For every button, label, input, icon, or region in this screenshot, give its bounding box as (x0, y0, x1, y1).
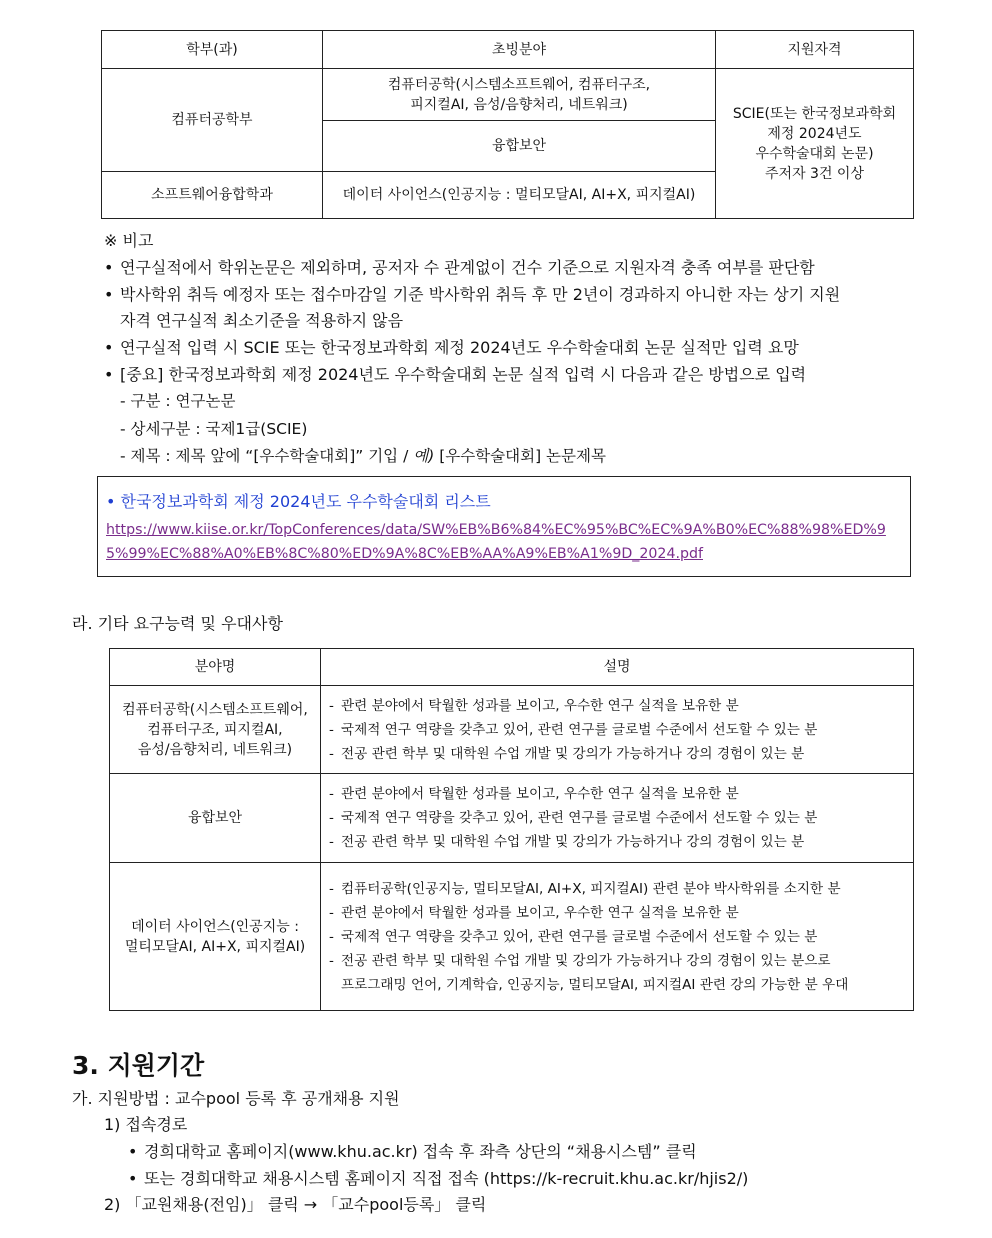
list-item: - 전공 관련 학부 및 대학원 수업 개발 및 강의가 가능하거나 강의 경험이 있는 분으로 (329, 952, 831, 969)
row-description (321, 863, 914, 1011)
qualification-table (101, 30, 914, 219)
conference-list-link[interactable]: https://www.kiise.or.kr/TopConferences/data/SW%EB%B6%84%EC%95%BC%EC%9A%B0%EC%88%98%ED%95%99%EC%88%A0%EB%8C%80%ED%9A%8C%EB%AA%A9%EB%A1%9D_2024.pdf (106, 522, 886, 562)
list-item: - 국제적 연구 역량을 갖추고 있어, 관련 연구를 글로벌 수준에서 선도할 수 있는 분 (329, 928, 818, 945)
step-2: 2) 「교원채용(전임)」 클릭 → 「교수pool등록」 클릭 (104, 1195, 487, 1214)
list-item: - 관련 분야에서 탁월한 성과를 보이고, 우수한 연구 실적을 보유한 분 (329, 786, 739, 802)
list-item: - 관련 분야에서 탁월한 성과를 보이고, 우수한 연구 실적을 보유한 분 (329, 904, 739, 921)
field-computer-engineering: 컴퓨터공학(시스템소프트웨어, 컴퓨터구조, 피지컬AI, 음성/음향처리, 네트워크) (323, 69, 716, 121)
note-item: • [중요] 한국정보과학회 제정 2024년도 우수학술대회 논문 실적 입력 시 다음과 같은 방법으로 입력 (104, 365, 807, 384)
section-3-heading: 3. 지원기간 (72, 1051, 205, 1080)
row-description (321, 686, 914, 774)
conference-list-box (97, 476, 911, 577)
application-method: 가. 지원방법 : 교수pool 등록 후 공개채용 지원 (72, 1089, 400, 1108)
row-description (321, 774, 914, 863)
list-item: - 컴퓨터공학(인공지능, 멀티모달AI, AI+X, 피지컬AI) 관련 분야 박사학위를 소지한 분 (329, 880, 841, 897)
note-sub-item: - 상세구분 : 국제1급(SCIE) (120, 420, 308, 438)
header-field: 초빙분야 (323, 31, 716, 69)
list-item: - 전공 관련 학부 및 대학원 수업 개발 및 강의가 가능하거나 강의 경험이 있는 분 (329, 834, 805, 850)
header-field-name: 분야명 (110, 649, 321, 686)
header-description: 설명 (321, 649, 914, 686)
header-department: 학부(과) (102, 31, 323, 69)
note-item: • 박사학위 취득 예정자 또는 접수마감일 기준 박사학위 취득 후 만 2년이 경과하지 아니한 자는 상기 지원 (104, 285, 841, 304)
list-item: 프로그래밍 언어, 기계학습, 인공지능, 멀티모달AI, 피지컬AI 관련 강의 가능한 분 우대 (341, 976, 849, 993)
list-item: - 국제적 연구 역량을 갖추고 있어, 관련 연구를 글로벌 수준에서 선도할 수 있는 분 (329, 810, 818, 826)
access-path-item: • 또는 경희대학교 채용시스템 홈페이지 직접 접속 (https://k-recruit.khu.ac.kr/hjis2/) (128, 1169, 749, 1188)
field-convergence-security: 융합보안 (323, 121, 716, 172)
notes-title: ※ 비고 (104, 231, 154, 250)
qualification-cell: SCIE(또는 한국정보과학회 제정 2024년도 우수학술대회 논문) 주저자 3건 이상 (716, 69, 914, 219)
field-data-science: 데이터 사이언스(인공지능 : 멀티모달AI, AI+X, 피지컬AI) (323, 172, 716, 219)
list-item: - 국제적 연구 역량을 갖추고 있어, 관련 연구를 글로벌 수준에서 선도할 수 있는 분 (329, 721, 818, 738)
list-item: - 전공 관련 학부 및 대학원 수업 개발 및 강의가 가능하거나 강의 경험이 있는 분 (329, 745, 805, 762)
list-item: - 관련 분야에서 탁월한 성과를 보이고, 우수한 연구 실적을 보유한 분 (329, 697, 739, 714)
access-path-item: • 경희대학교 홈페이지(www.khu.ac.kr) 접속 후 좌측 상단의 “채용시스템” 클릭 (128, 1142, 697, 1161)
section-ra-heading: 라. 기타 요구능력 및 우대사항 (72, 614, 283, 633)
row-name-data-science: 데이터 사이언스(인공지능 : 멀티모달AI, AI+X, 피지컬AI) (110, 863, 321, 1011)
note-item-continued: 자격 연구실적 최소기준을 적용하지 않음 (120, 311, 404, 330)
note-item: • 연구실적 입력 시 SCIE 또는 한국정보과학회 제정 2024년도 우수학술대회 논문 실적만 입력 요망 (104, 338, 799, 357)
note-item: • 연구실적에서 학위논문은 제외하며, 공저자 수 관계없이 건수 기준으로 지원자격 충족 여부를 판단함 (104, 258, 815, 277)
requirements-table (109, 648, 914, 1011)
row-name-convergence-security: 융합보안 (110, 774, 321, 863)
note-sub-item: - 제목 : 제목 앞에 “[우수학술대회]” 기입 / 예) [우수학술대회] 논문제목 (120, 447, 606, 465)
access-path-heading: 1) 접속경로 (104, 1115, 188, 1134)
department-software-convergence: 소프트웨어융합학과 (102, 172, 323, 219)
department-computer-engineering: 컴퓨터공학부 (102, 69, 323, 172)
header-qualification: 지원자격 (716, 31, 914, 69)
note-sub-item: - 구분 : 연구논문 (120, 392, 236, 410)
conference-list-title: • 한국정보과학회 제정 2024년도 우수학술대회 리스트 (106, 492, 491, 511)
row-name-computer-engineering: 컴퓨터공학(시스템소프트웨어, 컴퓨터구조, 피지컬AI, 음성/음향처리, 네트워크) (110, 686, 321, 774)
